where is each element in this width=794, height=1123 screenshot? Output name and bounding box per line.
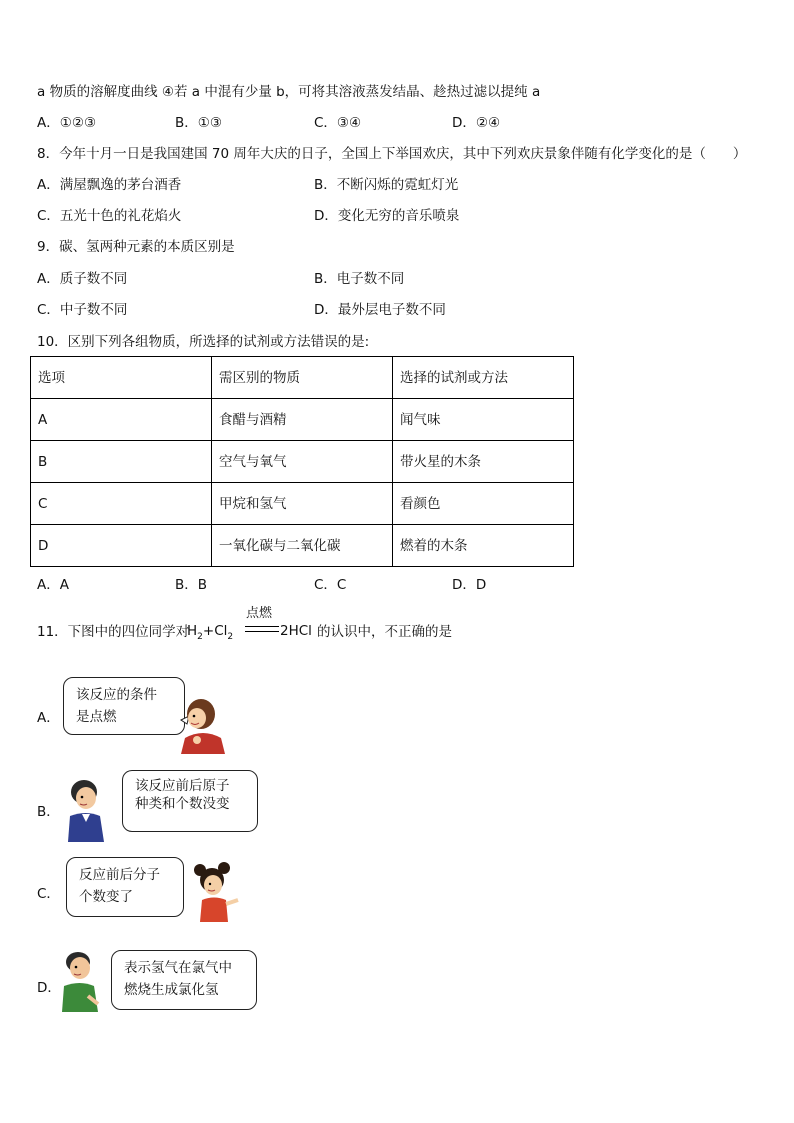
q9-option-d: D．最外层电子数不同 [314,302,446,318]
q10-option-c: C．C [314,577,347,593]
table-row [31,441,574,483]
bubble-a-text-1: 该反应的条件 [76,687,157,703]
equation-reactants [187,623,233,641]
q10-option-d: D．D [452,577,487,593]
table-cell: 一氧化碳与二氧化碳 [212,525,393,567]
bubble-b-text-1: 该反应前后原子 [135,778,230,794]
q11-stem-prefix: 11．下图中的四位同学对 [37,624,190,640]
q10-option-a: A．A [37,577,69,593]
q10-option-b: B．B [175,577,208,593]
q9-option-b: B．电子数不同 [314,271,405,287]
bubble-c-text-1: 反应前后分子 [79,867,160,883]
equation-product: 2HCl [280,623,312,639]
q9-stem: 9．碳、氢两种元素的本质区别是 [37,239,235,255]
bubble-a-text-2: 是点燃 [76,709,117,725]
q7-option-a: A．①②③ [37,115,97,131]
table-cell: 闻气味 [393,399,574,441]
table-cell: 食醋与酒精 [212,399,393,441]
q9-option-a: A．质子数不同 [37,271,128,287]
table-header-cell: 选择的试剂或方法 [393,357,574,399]
q10-table [30,356,574,567]
q8-option-d: D．变化无穷的音乐喷泉 [314,208,460,224]
q11-option-c-letter: C． [37,886,60,902]
q8-option-c: C．五光十色的礼花焰火 [37,208,182,224]
table-cell: 带火星的木条 [393,441,574,483]
speech-bubble-d [111,950,257,1010]
table-cell: 看颜色 [393,483,574,525]
q7-option-c: C．③④ [314,115,362,131]
q9-option-c: C．中子数不同 [37,302,128,318]
table-row [31,525,574,567]
q8-stem: 8．今年十月一日是我国建国 70 周年大庆的日子，全国上下举国欢庆，其中下列欢庆景象伴随有化学变化的是（ ） [37,146,747,162]
speech-bubble-a [63,677,185,735]
table-cell: B [31,441,212,483]
equation-cl-sub: 2 [227,632,234,642]
equation-h: H [187,623,198,639]
q11-stem-suffix: 的认识中，不正确的是 [317,624,452,640]
table-header-cell: 选项 [31,357,212,399]
bubble-d-text-2: 燃烧生成氯化氢 [124,982,219,998]
q8-option-b: B．不断闪烁的霓虹灯光 [314,177,459,193]
bubble-c-text-2: 个数变了 [79,889,133,905]
q7-tail-line: a 物质的溶解度曲线 ④若 a 中混有少量 b，可将其溶液蒸发结晶、趁热过滤以提纯 a [37,84,541,100]
table-cell: 甲烷和氢气 [212,483,393,525]
table-row [31,399,574,441]
equation-plus-cl: +Cl [202,623,228,639]
table-cell: D [31,525,212,567]
table-header-row [31,357,574,399]
equation-condition: 点燃 [246,606,273,621]
boy-character-icon [62,776,112,842]
girl-character-icon [175,694,235,754]
q10-stem: 10．区别下列各组物质，所选择的试剂或方法错误的是: [37,334,370,350]
q11-option-b-letter: B． [37,804,60,820]
table-cell: C [31,483,212,525]
table-cell: 燃着的木条 [393,525,574,567]
girl-pigtails-character-icon [188,860,248,926]
equation-h-sub: 2 [197,632,203,642]
table-row [31,483,574,525]
q8-option-a: A．满屋飘逸的茅台酒香 [37,177,182,193]
speech-bubble-b [122,770,258,832]
bubble-b-text-2: 种类和个数没变 [135,796,230,812]
equation-equals-bar [245,626,279,632]
table-cell: 空气与氧气 [212,441,393,483]
table-header-cell: 需区别的物质 [212,357,393,399]
q11-option-d-letter: D． [37,980,61,996]
table-cell: A [31,399,212,441]
boy-green-shirt-character-icon [58,948,108,1014]
bubble-d-text-1: 表示氢气在氯气中 [124,960,232,976]
q7-option-d: D．②④ [452,115,501,131]
speech-bubble-c [66,857,184,917]
q7-option-b: B．①③ [175,115,222,131]
q11-option-a-letter: A． [37,710,60,726]
